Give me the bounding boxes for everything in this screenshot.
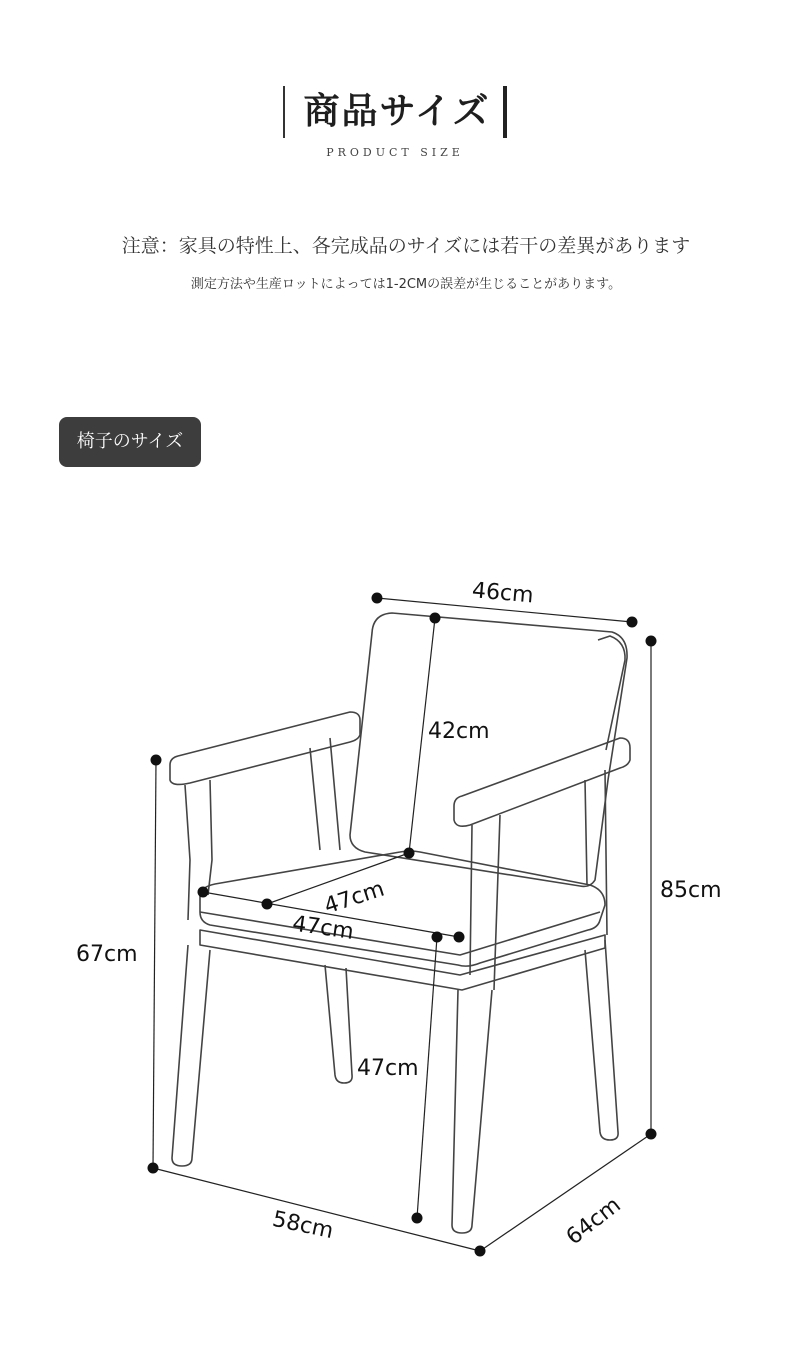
- label-base-width: 58cm: [270, 1206, 336, 1245]
- label-back-width: 46cm: [470, 578, 535, 609]
- front-left-leg: [172, 945, 210, 1166]
- chair-outline: [170, 613, 630, 1233]
- notice-line-2: 測定方法や生産ロットによっては1-2CMの誤差が生じることがあります。: [190, 277, 622, 292]
- dimension-lines: [153, 598, 651, 1251]
- dimension-dots: [148, 593, 657, 1257]
- dot: [151, 755, 162, 766]
- seat-rail: [200, 930, 605, 990]
- rear-left-leg: [325, 965, 352, 1083]
- left-arm-support: [185, 785, 190, 920]
- label-seat-height: 47cm: [357, 1056, 419, 1081]
- dot: [430, 613, 441, 624]
- page-title: 商品サイズ: [283, 86, 506, 138]
- line-arm-height: [153, 760, 156, 1168]
- label-back-height: 42cm: [428, 719, 490, 744]
- line-seat-height: [417, 937, 437, 1218]
- seat-cushion: [200, 851, 605, 966]
- label-total-height: 85cm: [660, 878, 722, 903]
- dot: [198, 887, 209, 898]
- dot: [412, 1213, 423, 1224]
- dot: [432, 932, 443, 943]
- label-base-depth: 64cm: [561, 1192, 626, 1251]
- label-arm-height: 67cm: [76, 942, 138, 967]
- front-right-leg: [452, 990, 492, 1233]
- dot: [372, 593, 383, 604]
- dot: [148, 1163, 159, 1174]
- dot: [646, 1129, 657, 1140]
- page-subtitle: PRODUCT SIZE: [326, 146, 464, 159]
- notice-line-1: 注意：家具の特性上、各完成品のサイズには若干の差異があります: [121, 235, 691, 257]
- dot: [262, 899, 273, 910]
- dot: [454, 932, 465, 943]
- rear-right-leg: [585, 940, 618, 1140]
- dot: [475, 1246, 486, 1257]
- dot: [646, 636, 657, 647]
- label-seat-width: 47cm: [290, 911, 356, 945]
- section-badge: 椅子のサイズ: [59, 417, 201, 467]
- label-seat-depth: 47cm: [321, 876, 388, 920]
- left-arm-support-inner: [208, 780, 212, 895]
- right-front-post: [470, 815, 500, 990]
- rear-left-post: [310, 738, 340, 850]
- dot: [404, 848, 415, 859]
- dot: [627, 617, 638, 628]
